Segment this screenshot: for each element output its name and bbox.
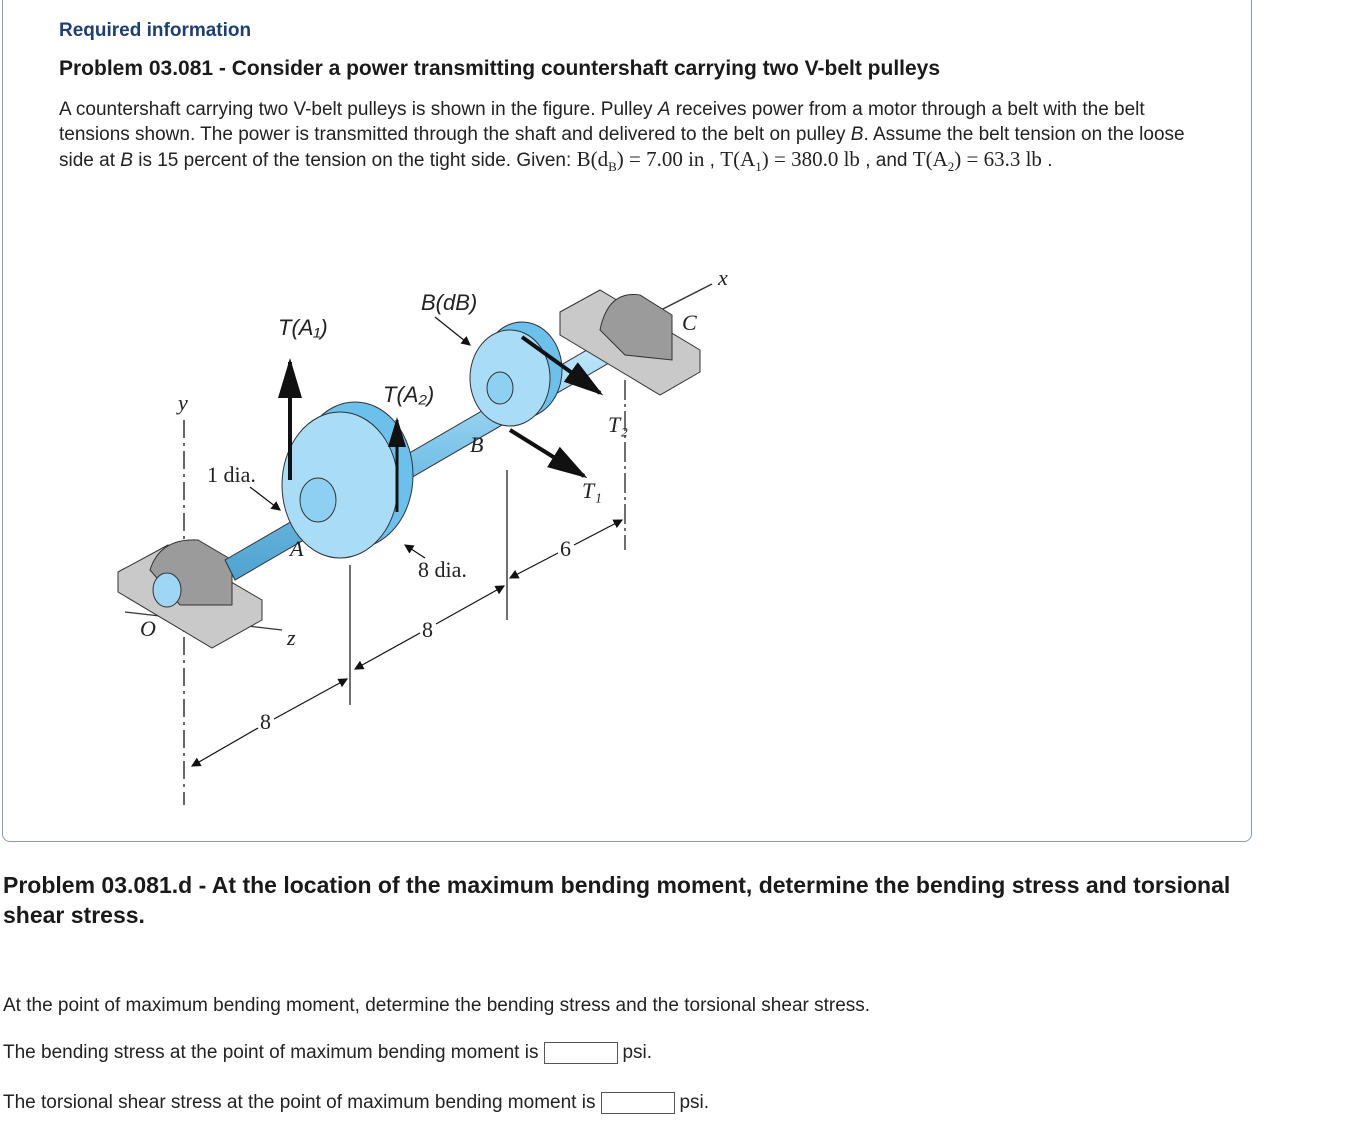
desc-text: receives power from a motor through a belt with the belt tensions shown. The power is transmitted through the shaft and delivered to the belt on pulley xyxy=(59,99,1145,145)
bending-stress-unit: psi. xyxy=(622,1042,653,1064)
given-TA2: $T(A_2) = 63.3$ lb xyxy=(912,147,1042,175)
desc-text: , xyxy=(704,150,721,171)
desc-text: is 15 percent of the tension on the tight side. Given: xyxy=(132,150,577,171)
part-title: Problem 03.081.d - At the location of the maximum bending moment, determine the bending stress and torsional shear stress. xyxy=(3,872,1231,928)
bending-stress-label: The bending stress at the point of maximum bending moment is xyxy=(3,1042,539,1064)
label-A: A xyxy=(290,536,304,561)
leader-shaft-dia xyxy=(250,487,280,510)
problem-title: Problem 03.081 - Consider a power transmitting countershaft carrying two V-belt pulleys xyxy=(59,57,941,80)
pulley-a xyxy=(282,402,413,558)
label-dim-8a: 8 xyxy=(260,709,271,734)
label-T2: T₂ xyxy=(608,412,628,437)
torsional-stress-label: The torsional shear stress at the point of maximum bending moment is xyxy=(3,1092,596,1114)
desc-text: . Assume the belt tension on the loose side at xyxy=(59,124,1185,171)
torsional-stress-unit: psi. xyxy=(679,1092,710,1114)
shaft xyxy=(225,325,640,580)
label-T1: T₁ xyxy=(582,478,602,503)
desc-text: A xyxy=(657,99,671,120)
dimension-lines xyxy=(192,380,625,766)
label-x: x xyxy=(718,265,728,290)
desc-text: B xyxy=(120,150,133,171)
desc-text: B xyxy=(850,124,864,145)
desc-text: , and xyxy=(859,150,913,171)
pulley-b xyxy=(470,322,562,426)
bending-stress-input[interactable] xyxy=(544,1042,618,1064)
label-dim-6: 6 xyxy=(560,536,571,561)
label-dim-8b: 8 xyxy=(422,617,433,642)
question-torsional-stress xyxy=(3,1092,709,1114)
torsional-stress-input[interactable] xyxy=(601,1092,675,1114)
label-TA2: T(A₂) xyxy=(383,382,435,407)
given-dB: $B(d_B) = 7.00$ in xyxy=(576,147,705,175)
desc-text: A countershaft carrying two V-belt pulleys is shown in the figure. Pulley xyxy=(59,99,658,120)
label-O: O xyxy=(140,616,156,641)
x-axis-line xyxy=(655,284,712,313)
label-C: C xyxy=(682,310,697,335)
arrow-T1 xyxy=(510,430,584,476)
required-info-label: Required information xyxy=(59,20,252,41)
label-z: z xyxy=(287,625,296,650)
label-TA1: T(A₁) xyxy=(278,315,328,340)
leader-dB xyxy=(435,317,470,345)
question-bending-stress xyxy=(3,1042,652,1064)
label-y: y xyxy=(178,390,188,415)
given-TA1: $T(A_1) = 380.0$ lb xyxy=(720,147,860,175)
label-B-dB: B(dB) xyxy=(421,290,478,315)
desc-text: . xyxy=(1041,150,1053,171)
label-shaft-dia: 1 dia. xyxy=(207,462,256,487)
part-intro: At the point of maximum bending moment, determine the bending stress and the torsional shear stress. xyxy=(3,995,871,1016)
label-pulley-dia: 8 dia. xyxy=(418,557,467,582)
label-B: B xyxy=(470,432,484,457)
